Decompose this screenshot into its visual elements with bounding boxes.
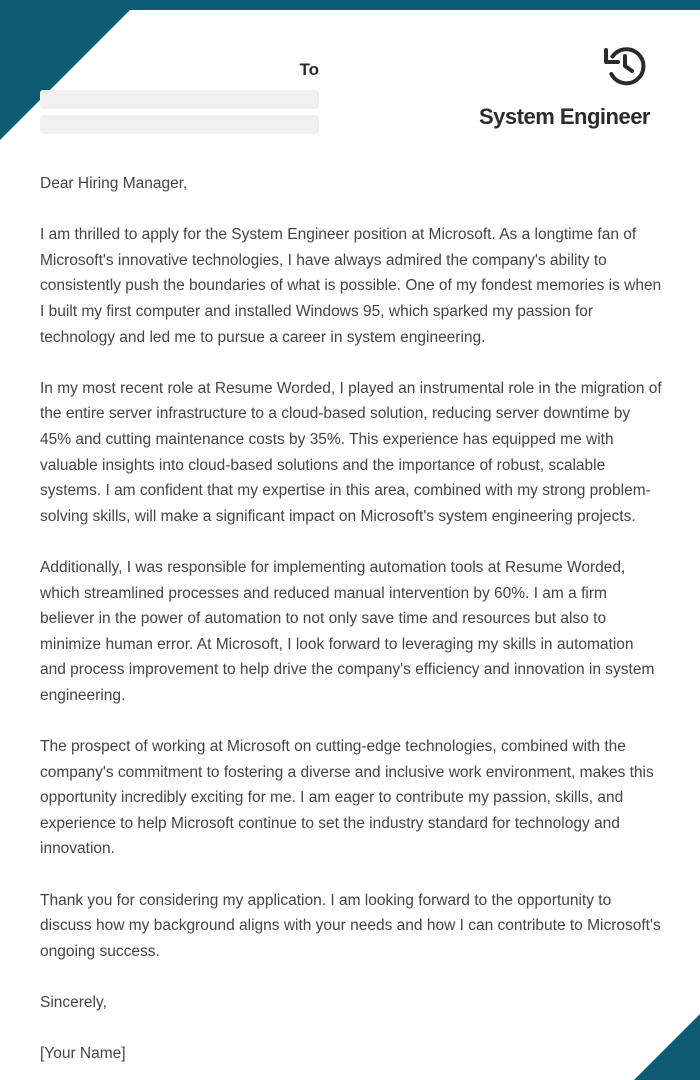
recipient-address-placeholder — [40, 115, 319, 134]
job-title: System Engineer — [478, 104, 650, 129]
recipient-name-placeholder — [40, 90, 319, 109]
salutation: Dear Hiring Manager, — [40, 175, 188, 192]
paragraph-4: The prospect of working at Microsoft on cutting-edge technologies, combined with the company's commitment to fostering a diverse and inclusive work environment, makes this opportunity incredibly exciting for me. I am eager to contribute my passion, skills, and experience to help Microsoft continue to set the industry standard for technology and innovation. — [40, 738, 654, 858]
paragraph-1: I am thrilled to apply for the System Engineer position at Microsoft. As a longtime fan of Microsoft's innovative technologies, I have always admired the company's ability to consistently push the boundaries of what is possible. One of my fondest memories is when I built my first computer and installed Windows 95, which sparked my passion for technology and led me to pursue a career in system engineering. — [40, 226, 662, 346]
to-label: To — [299, 60, 319, 79]
closing: Sincerely, — [40, 994, 107, 1011]
history-icon — [602, 42, 648, 88]
paragraph-5: Thank you for considering my application. I am looking forward to the opportunity to discuss how my background aligns with your needs and how I can contribute to Microsoft's ongoing success. — [40, 891, 661, 960]
letter-body — [40, 171, 662, 1080]
paragraph-3: Additionally, I was responsible for implementing automation tools at Resume Worded, which streamlined processes and reduced manual intervention by 60%. I am a firm believer in the power of automation to not only save time and resources but also to minimize human error. At Microsoft, I look forward to leveraging my skills in automation and process improvement to help drive the company's efficiency and innovation in system engineering. — [40, 558, 655, 704]
paragraph-2: In my most recent role at Resume Worded, I played an instrumental role in the migration of the entire server infrastructure to a cloud-based solution, reducing server downtime by 45% and cutting maintenance costs by 35%. This experience has equipped me with valuable insights into cloud-based solutions and the importance of robust, scalable systems. I am confident that my expertise in this area, combined with my strong problem-solving skills, will make a significant impact on Microsoft's system engineering projects. — [40, 379, 662, 525]
signature: [Your Name] — [40, 1045, 126, 1063]
cover-letter-page — [0, 10, 700, 1080]
